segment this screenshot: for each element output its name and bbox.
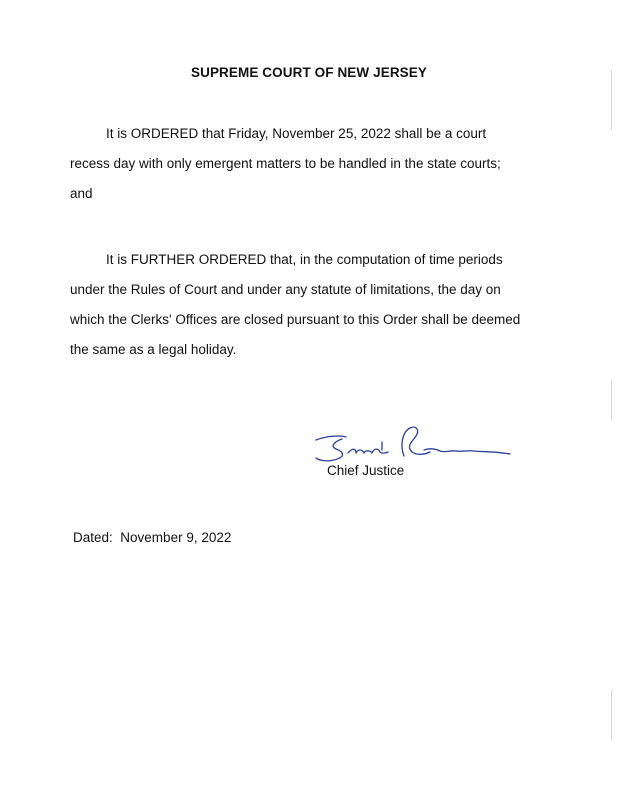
paragraph-2-line-4: the same as a legal holiday. [70, 342, 237, 357]
paragraph-2-line-1-text: It is FURTHER ORDERED that, in the computation of time periods [106, 252, 503, 267]
paragraph-2-line-2: under the Rules of Court and under any statute of limitations, the day on [70, 282, 501, 297]
order-paragraph-2 [70, 245, 550, 365]
scan-edge-mark [611, 690, 612, 740]
dated-line [73, 530, 231, 545]
paragraph-1-line-2: recess day with only emergent matters to be handled in the state courts; [70, 156, 501, 171]
dated-label: Dated: [73, 530, 113, 545]
paragraph-1-line-1 [70, 119, 550, 149]
order-paragraph-1 [70, 119, 550, 209]
chief-justice-title: Chief Justice [327, 463, 405, 478]
paragraph-2-line-3: which the Clerks' Offices are closed pursuant to this Order shall be deemed [70, 312, 521, 327]
court-heading: SUPREME COURT OF NEW JERSEY [191, 65, 427, 80]
paragraph-1-line-1-text: It is ORDERED that Friday, November 25, 2022 shall be a court [106, 126, 487, 141]
paragraph-2-line-1 [70, 245, 550, 275]
scan-edge-mark [611, 380, 612, 420]
paragraph-1-line-3: and [70, 186, 93, 201]
dated-value: November 9, 2022 [120, 530, 232, 545]
chief-justice-signature [312, 420, 518, 468]
